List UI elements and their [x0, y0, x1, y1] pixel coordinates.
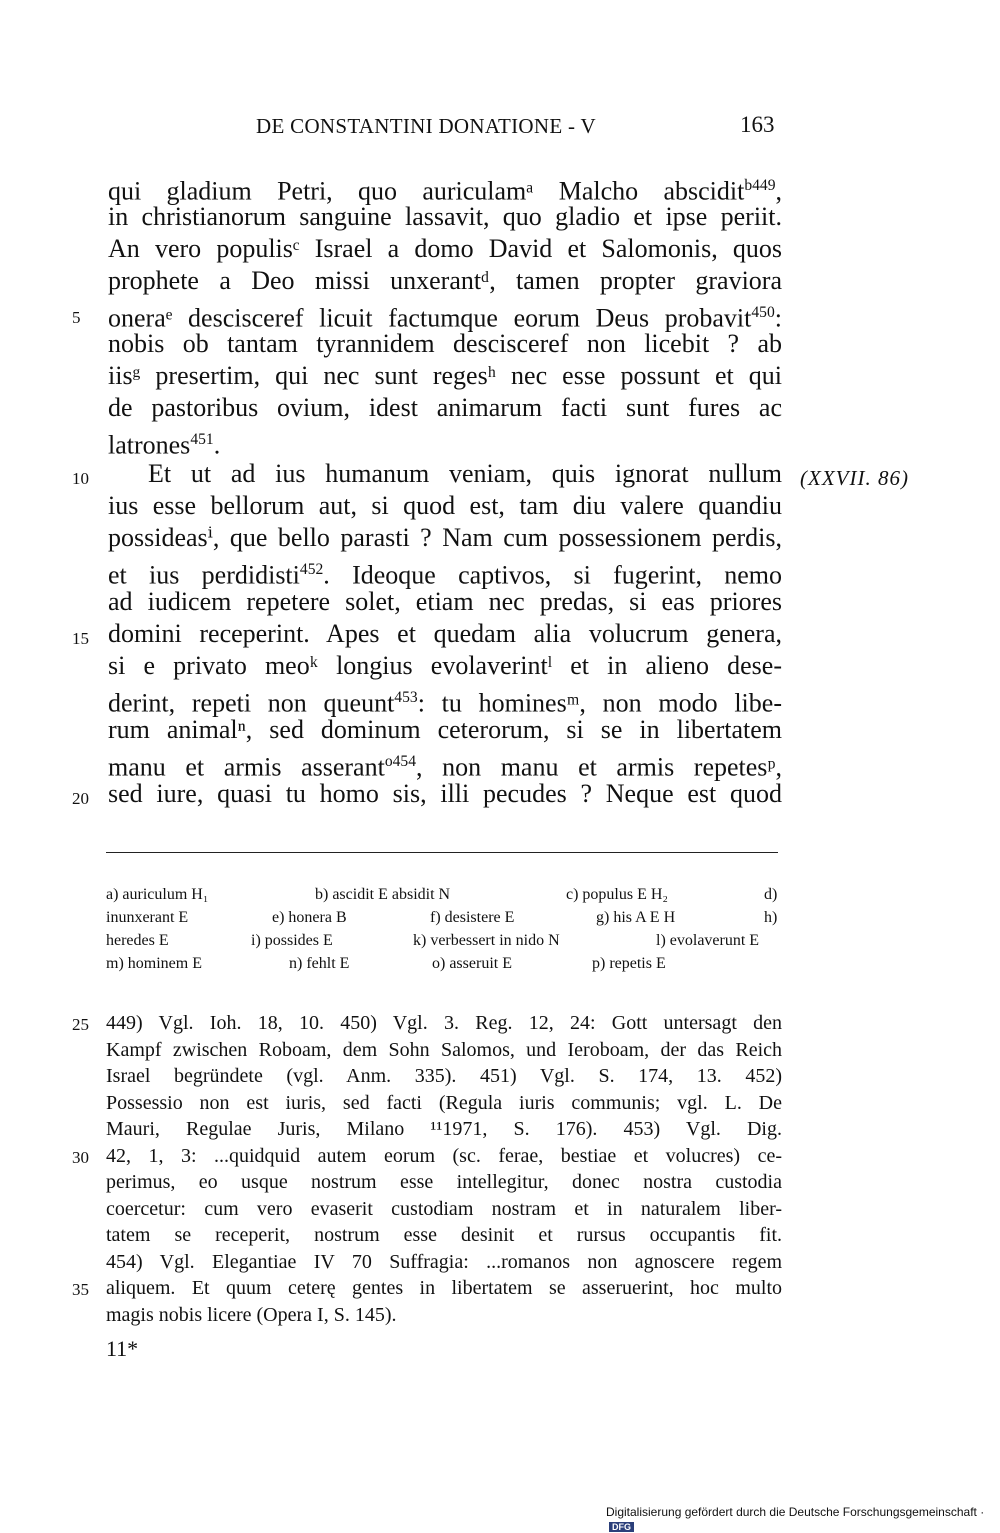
- page-number: 163: [740, 112, 775, 137]
- line-number: 20: [72, 789, 89, 808]
- footnote-line: Possessio non est iuris, sed facti (Regula iuris communis; vgl. L. De: [106, 1092, 782, 1114]
- credit-text: Digitalisierung gefördert durch die Deutsche Forschungsgemeinschaft ·: [606, 1505, 985, 1519]
- variant-entry: b) ascidit E absidit N: [315, 886, 451, 903]
- variant-entry: i) possides E: [251, 932, 333, 949]
- text-line: rum animalⁿ, sed dominum ceterorum, si se in libertatem: [108, 715, 782, 744]
- text-line: latrones$^{451}$.: [108, 430, 221, 460]
- footnote-line: magis nobis licere (Opera I, S. 145).: [106, 1304, 397, 1326]
- variant-entry: inunxerant E: [106, 909, 189, 926]
- text-line: domini receperint. Apes et quedam alia volucrum genera,: [108, 619, 782, 648]
- text-line: sed iure, quasi tu homo sis, illi pecudes ? Neque est quod: [108, 779, 782, 808]
- footnote-divider: [106, 852, 778, 853]
- footnote-line: coercetur: cum vero evaserit custodiam nostram et in naturalem liber-: [106, 1198, 782, 1220]
- variant-entry: h): [764, 909, 778, 926]
- text-line: de pastoribus ovium, idest animarum facti sunt fures ac: [108, 393, 782, 422]
- line-number: 15: [72, 629, 89, 648]
- line-number: 5: [72, 308, 81, 327]
- variant-entry: l) evolaverunt E: [656, 932, 760, 949]
- footnote-line: Mauri, Regulae Juris, Milano ¹¹1971, S. 176). 453) Vgl. Dig.: [106, 1118, 782, 1140]
- variant-entry: e) honera B: [272, 909, 347, 926]
- footnote-line: 42, 1, 3: ...quidquid autem eorum (sc. ferae, bestiae et volucres) ce-: [106, 1145, 782, 1167]
- text-line: qui gladium Petri, quo auriculamᵃ Malcho abscidit$^{b449}$,: [108, 176, 782, 206]
- text-line: in christianorum sanguine lassavit, quo gladio et ipse periit.: [108, 202, 782, 231]
- variant-entry: k) verbessert in nido N: [413, 932, 560, 949]
- footnote-line: Israel begründete (vgl. Anm. 335). 451) Vgl. S. 174, 13. 452): [106, 1065, 782, 1087]
- text-line: An vero populisᶜ Israel a domo David et Salomonis, quos: [108, 234, 782, 263]
- text-line: si e privato meoᵏ longius evolaverintˡ et in alieno dese-: [108, 651, 782, 680]
- running-head: DE CONSTANTINI DONATIONE - V: [256, 114, 596, 138]
- variant-entry: n) fehlt E: [289, 955, 350, 972]
- footnote-line: perimus, eo usque nostrum esse intellegitur, donec nostra custodia: [106, 1171, 782, 1193]
- signature-mark: 11*: [106, 1336, 139, 1361]
- variant-entry: o) asseruit E: [432, 955, 512, 972]
- variant-entry: d): [764, 886, 778, 903]
- footnote-line-number: 30: [72, 1148, 89, 1167]
- variant-entry: a) auriculum H₁: [106, 886, 209, 903]
- text-line: oneraᵉ descisceref licuit factumque eorum Deus probavit$^{450}$:: [108, 303, 782, 333]
- variant-entry: p) repetis E: [592, 955, 666, 972]
- text-line: possideasⁱ, que bello parasti ? Nam cum possessionem perdis,: [108, 523, 782, 552]
- margin-reference: (XXVII. 86): [800, 466, 909, 490]
- text-line: et ius perdidisti$^{452}$. Ideoque captivos, si fugerint, nemo: [108, 560, 782, 590]
- footnote-line: tatem se receperit, nostrum esse desinit et rursus occupantis fit.: [106, 1224, 782, 1246]
- dfg-logo: DFG: [609, 1522, 634, 1532]
- text-line: iisᵍ presertim, qui nec sunt regesʰ nec esse possunt et qui: [108, 361, 782, 390]
- text-line: ad iudicem repetere solet, etiam nec predas, si eas priores: [108, 587, 782, 616]
- variant-entry: f) desistere E: [430, 909, 515, 926]
- footnote-line: 449) Vgl. Ioh. 18, 10. 450) Vgl. 3. Reg. 12, 24: Gott untersagt den: [106, 1012, 782, 1034]
- text-line: manu et armis asserant$^{o454}$, non manu et armis repetesᵖ,: [108, 752, 783, 782]
- footnote-line: aliquem. Et quum ceterę gentes in libertatem se asseruerint, hoc multo: [106, 1277, 782, 1299]
- variant-entry: g) his A E H: [596, 909, 676, 926]
- variant-entry: heredes E: [106, 932, 169, 949]
- text-line: derint, repeti non queunt$^{453}$: tu hominesᵐ, non modo libe-: [108, 688, 782, 718]
- variant-entry: c) populus E H₂: [566, 886, 669, 903]
- text-line: prophete a Deo missi unxerantᵈ, tamen propter graviora: [108, 266, 782, 295]
- digitization-credit: [606, 1505, 1000, 1533]
- footnote-line: Kampf zwischen Roboam, dem Sohn Salomos, und Ieroboam, der das Reich: [106, 1039, 782, 1061]
- footnote-line-number: 25: [72, 1015, 89, 1034]
- line-number: 10: [72, 469, 89, 488]
- text-line: ius esse bellorum aut, si quod est, tam diu valere quandiu: [108, 491, 782, 520]
- text-line: Et ut ad ius humanum veniam, quis ignorat nullum: [148, 459, 782, 488]
- text-line: nobis ob tantam tyrannidem descisceref non licebit ? ab: [108, 329, 782, 358]
- footnote-line: 454) Vgl. Elegantiae IV 70 Suffragia: ...romanos non agnoscere regem: [106, 1251, 782, 1273]
- variant-entry: m) hominem E: [106, 955, 202, 972]
- footnote-line-number: 35: [72, 1280, 89, 1299]
